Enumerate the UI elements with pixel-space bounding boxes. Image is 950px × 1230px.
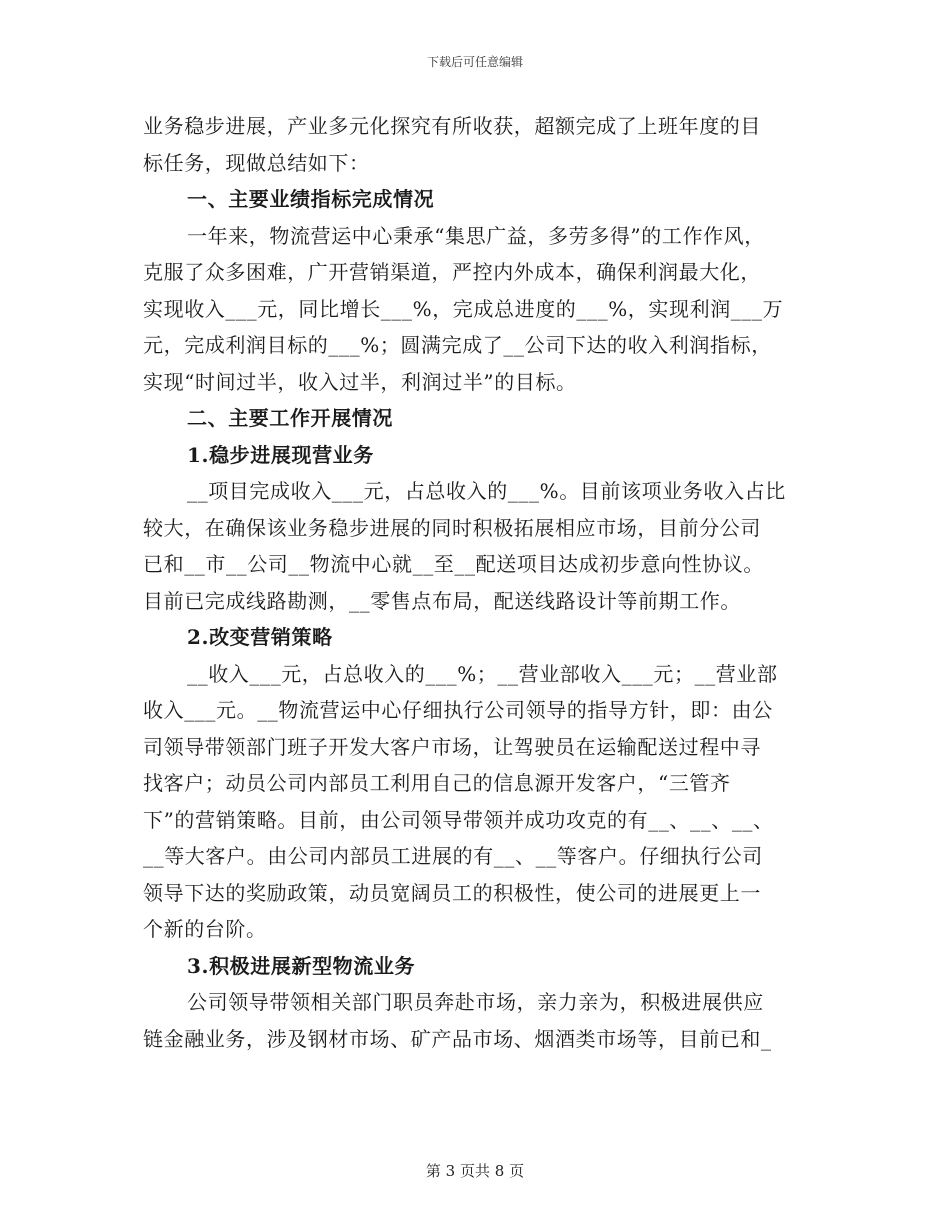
text-line: 一年来，物流营运中心秉承“集思广益，多劳多得”的工作作风， [187, 223, 765, 248]
subsection-heading: 1.稳步进展现营业务 [187, 442, 374, 467]
section-heading: 一、主要业绩指标完成情况 [187, 187, 435, 211]
text-line: __项目完成收入___元，占总收入的___%。目前该项业务收入占比 [187, 479, 786, 503]
page-header: 下载后可任意编辑 [426, 55, 523, 69]
text-line: 元，完成利润目标的___%；圆满完成了__公司下达的收入利润指标， [143, 333, 772, 357]
text-line: 司领导带领部门班子开发大客户市场，让驾驶员在运输配送过程中寻 [143, 734, 761, 759]
text-line: 业务稳步进展，产业多元化探究有所收获，超额完成了上班年度的目 [143, 114, 761, 138]
text-line: 实现收入___元，同比增长___%，完成总进度的___%，实现利润___万 [143, 296, 784, 321]
text-line: __收入___元，占总收入的___%；__营业部收入___元；__营业部 [187, 661, 778, 686]
text-line: 目前已完成线路勘测，__零售点布局，配送线路设计等前期工作。 [143, 588, 741, 613]
text-line: 实现“时间过半，收入过半，利润过半”的目标。 [143, 369, 577, 394]
text-line: 较大，在确保该业务稳步进展的同时积极拓展相应市场，目前分公司 [143, 515, 761, 540]
text-line: 标任务，现做总结如下： [143, 150, 370, 175]
text-line: __等大客户。由公司内部员工进展的有__、__等客户。仔细执行公司 [143, 844, 763, 868]
text-line: 个新的台阶。 [143, 917, 267, 941]
text-line: 链金融业务，涉及钢材市场、矿产品市场、烟酒类市场等，目前已和_ [143, 1026, 772, 1051]
text-line: 找客户；动员公司内部员工利用自己的信息源开发客户，“三管齐 [143, 771, 731, 795]
section-heading: 二、主要工作开展情况 [187, 406, 393, 430]
text-line: 已和__市__公司__物流中心就__至__配送项目达成初步意向性协议。 [143, 552, 764, 576]
text-line: 收入___元。__物流营运中心仔细执行公司领导的指导方针，即：由公 [143, 698, 773, 722]
subsection-heading: 2.改变营销策略 [187, 625, 333, 649]
text-line: 下”的营销策略。目前，由公司领导带领并成功攻克的有__、__、__、 [143, 807, 774, 832]
text-line: 领导下达的奖励政策，动员宽阔员工的积极性，使公司的进展更上一 [143, 880, 761, 905]
document-body [143, 108, 808, 1057]
text-line: 克服了众多困难，广开营销渠道，严控内外成本，确保利润最大化， [143, 260, 761, 284]
page-number: 第 3 页共 8 页 [425, 1162, 525, 1180]
subsection-heading: 3.积极进展新型物流业务 [187, 953, 416, 978]
text-line: 公司领导带领相关部门职员奔赴市场，亲力亲为，积极进展供应 [187, 990, 764, 1014]
